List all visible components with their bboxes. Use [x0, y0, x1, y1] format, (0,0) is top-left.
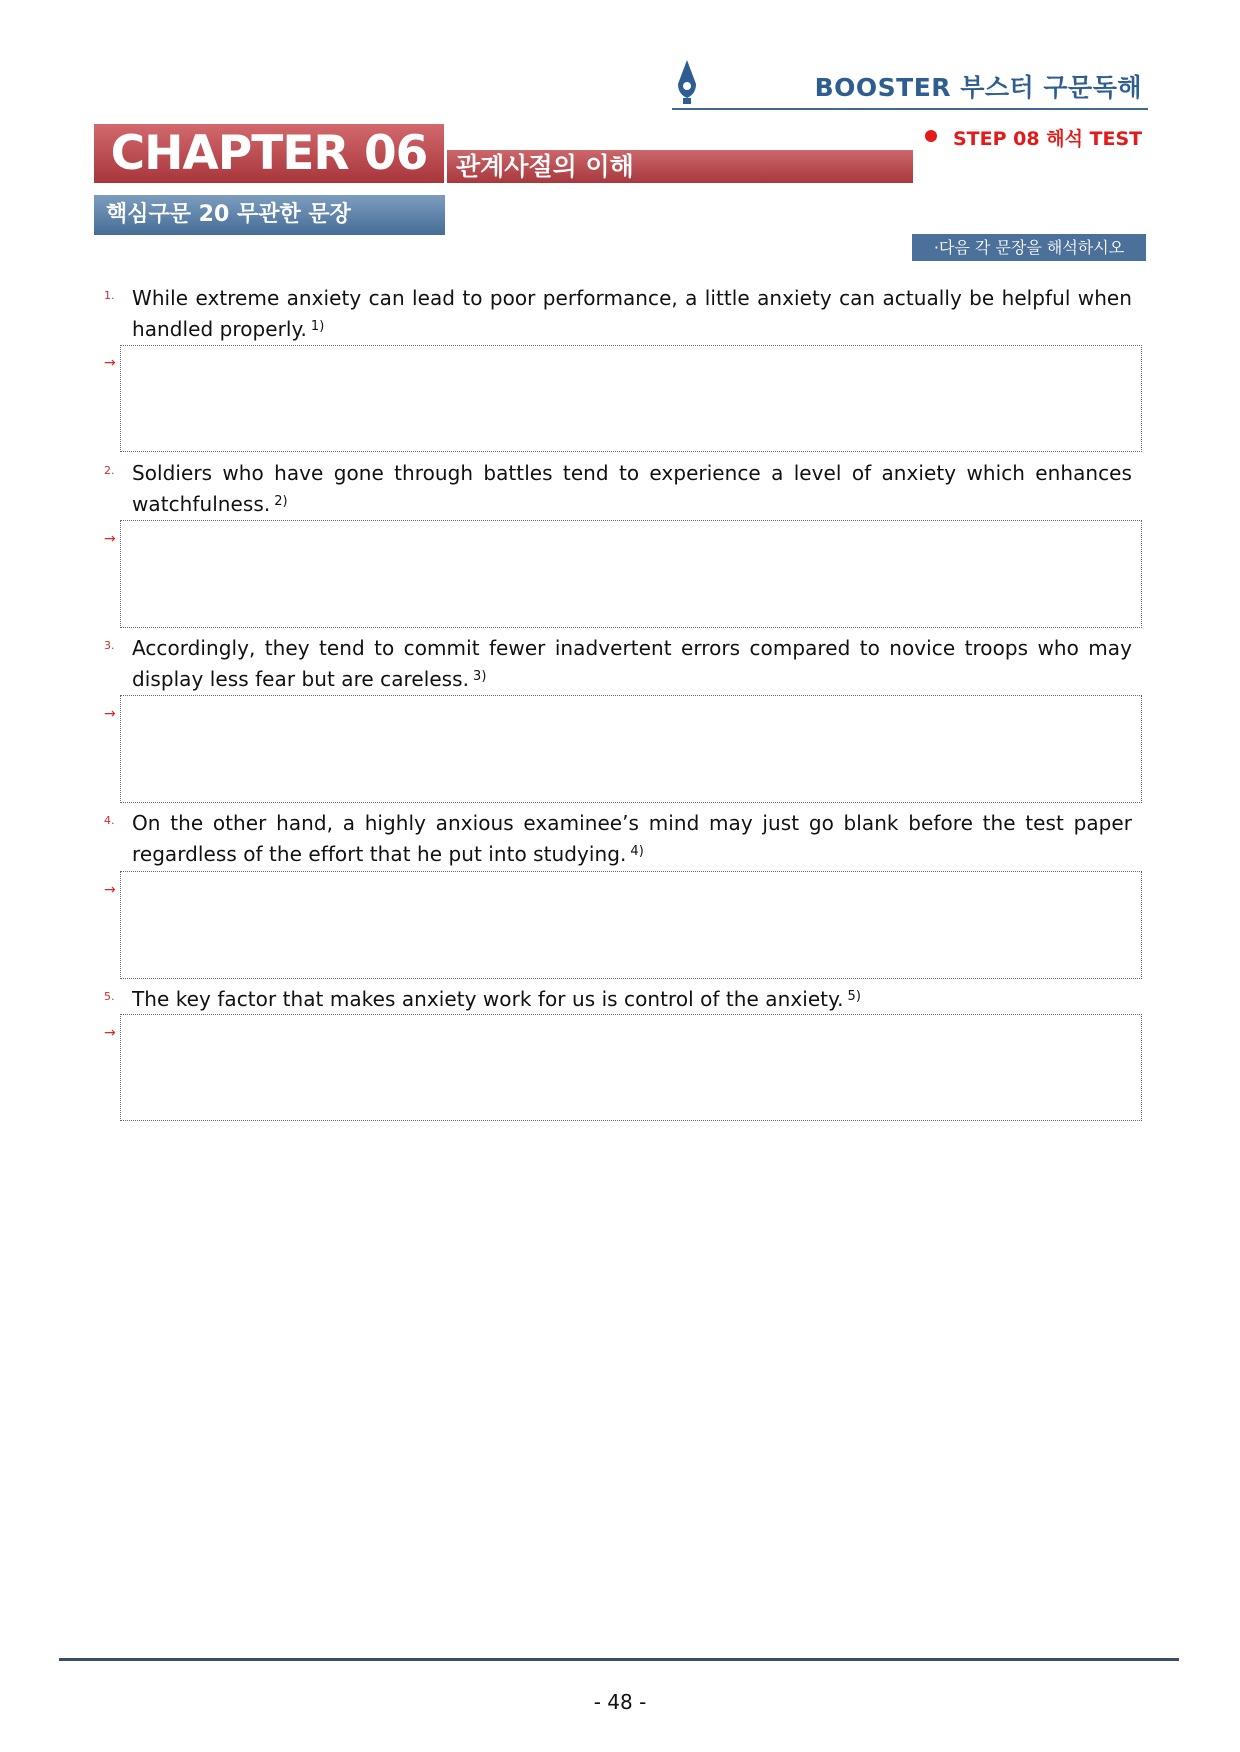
question-number: 2. — [104, 464, 115, 477]
footnote-ref: 1) — [310, 319, 325, 334]
arrow-icon: → — [104, 706, 116, 722]
brand-rule — [672, 108, 1148, 110]
answer-box[interactable] — [120, 695, 1142, 803]
question-number: 4. — [104, 814, 115, 827]
arrow-icon: → — [104, 531, 116, 547]
footnote-ref: 5) — [847, 989, 861, 1004]
question-text: The key factor that makes anxiety work for us is control of the anxiety. $^{5)}$ — [132, 987, 861, 1011]
question-text: While extreme anxiety can lead to poor performance, a little anxiety can actually be helpful when handled properly. $^{1)}$ — [132, 286, 1132, 341]
answer-box[interactable] — [120, 871, 1142, 979]
question-number: 1. — [104, 289, 115, 302]
arrow-icon: → — [104, 355, 116, 371]
chapter-label: CHAPTER 06 — [94, 124, 444, 183]
question-number: 5. — [104, 990, 115, 1003]
section-label: 핵심구문 20 무관한 문장 — [94, 195, 445, 235]
bullet-icon — [925, 130, 937, 142]
arrow-icon: → — [104, 1025, 116, 1041]
page-number: - 48 - — [593, 1690, 647, 1714]
question-text: Soldiers who have gone through battles tend to experience a level of anxiety which enhances watchfulness. $^{2)}$ — [132, 461, 1132, 516]
answer-box[interactable] — [120, 345, 1142, 452]
answer-box[interactable] — [120, 1014, 1142, 1121]
question-text: Accordingly, they tend to commit fewer inadvertent errors compared to novice troops who may display less fear but are careless. $^{3)}$ — [132, 636, 1132, 691]
question-text: On the other hand, a highly anxious examinee’s mind may just go blank before the test paper regardless of the effort that he put into studying. $^{4)}$ — [132, 811, 1132, 866]
footnote-ref: 3) — [473, 669, 487, 684]
question-number: 3. — [104, 639, 115, 652]
arrow-icon: → — [104, 882, 116, 898]
pen-nib-logo-icon — [672, 58, 702, 108]
instruction-badge: ·다음 각 문장을 해석하시오 — [912, 234, 1146, 261]
chapter-subtitle: 관계사절의 이해 — [447, 150, 913, 183]
step-label: STEP 08 해석 TEST — [953, 128, 1143, 150]
footnote-ref: 2) — [274, 494, 288, 509]
answer-box[interactable] — [120, 520, 1142, 628]
brand-title: BOOSTER 부스터 구문독해 — [814, 73, 1142, 102]
footnote-ref: 4) — [630, 844, 644, 859]
footer-rule — [59, 1658, 1179, 1661]
